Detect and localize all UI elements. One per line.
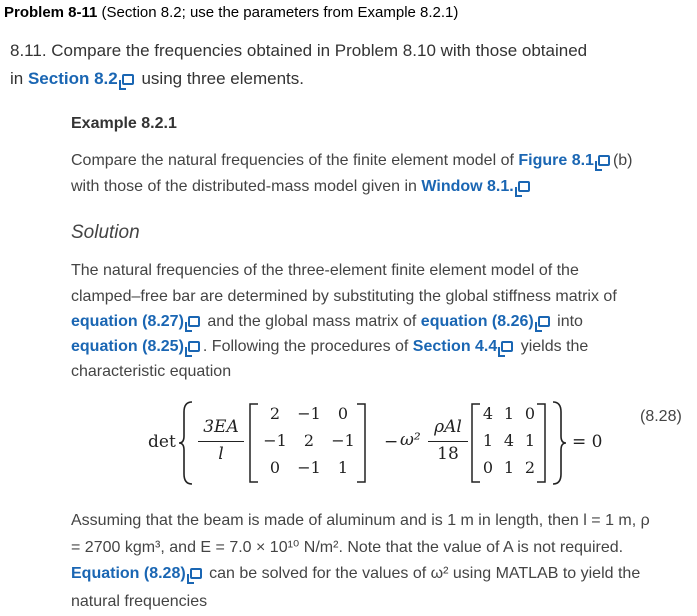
mass-matrix-cell: 1 [503, 404, 515, 423]
external-link-icon[interactable] [122, 74, 134, 85]
external-link-icon[interactable] [188, 341, 200, 352]
window-8-1-link[interactable]: Window 8.1. [421, 178, 514, 195]
stiffness-matrix-cell: −1 [331, 431, 355, 450]
omega-squared: ω² [400, 430, 421, 450]
stiffness-matrix-cell: 2 [269, 404, 281, 423]
stiffness-matrix-cell: 0 [269, 458, 281, 477]
mass-matrix-cell: 1 [482, 431, 494, 450]
solution-line-3: equation (8.27) and the global mass matrix of equation (8.26) into [71, 313, 583, 330]
stiffness-matrix-cell: 1 [337, 458, 349, 477]
left-brace [177, 400, 195, 486]
external-link-icon[interactable] [538, 316, 550, 327]
equation-8-25-link[interactable]: equation (8.25) [71, 338, 184, 355]
problem-header [4, 4, 458, 21]
solution-line-4: equation (8.25) . Following the procedures of Section 4.4 yields the [71, 338, 589, 355]
equation-8-28-link[interactable]: Equation (8.28) [71, 565, 186, 582]
external-link-icon[interactable] [598, 155, 610, 166]
problem-description: (Section 8.2; use the parameters from Example 8.2.1) [97, 4, 459, 21]
mass-matrix-cell: 0 [524, 404, 536, 423]
after-line-2: = 2700 kgm³, and E = 7.0 × 10¹⁰ N/m². Note that the value of A is not required. [71, 539, 624, 556]
mass-matrix-cell: 4 [482, 404, 494, 423]
mass-factor-denominator: 18 [437, 444, 459, 464]
stiffness-factor-denominator: l [218, 444, 224, 464]
fraction-bar [198, 441, 244, 442]
fraction-bar [428, 441, 468, 442]
det-operator: det [148, 432, 176, 452]
mass-matrix-cell: 1 [524, 431, 536, 450]
solution-line-1: The natural frequencies of the three-element finite element model of the [71, 262, 579, 279]
after-line-3: Equation (8.28) can be solved for the values of ω² using MATLAB to yield the [71, 565, 641, 582]
mass-factor-numerator: ρAl [434, 417, 462, 437]
problem-number: Problem 8-11 [4, 4, 98, 21]
example-title: Example 8.2.1 [71, 115, 177, 132]
stiffness-matrix-cell: −1 [297, 404, 321, 423]
solution-heading: Solution [71, 222, 140, 243]
solution-line-2: clamped–free bar are determined by substituting the global stiffness matrix of [71, 288, 617, 305]
external-link-icon[interactable] [190, 568, 202, 579]
question-line-2: in Section 8.2 using three elements. [10, 69, 304, 88]
section-8-2-link[interactable]: Section 8.2 [27, 69, 118, 88]
stiffness-matrix-cell: −1 [263, 431, 287, 450]
figure-8-1-link[interactable]: Figure 8.1 [518, 152, 594, 169]
stiffness-matrix-cell: 0 [337, 404, 349, 423]
example-line-1: Compare the natural frequencies of the finite element model of Figure 8.1 (b) [71, 152, 633, 169]
equation-8-26-link[interactable]: equation (8.26) [420, 313, 534, 330]
stiffness-matrix-cell: −1 [297, 458, 321, 477]
after-line-1: Assuming that the beam is made of aluminum and is 1 m in length, then l = 1 m, ρ [71, 512, 650, 529]
mass-matrix-cell: 4 [503, 431, 515, 450]
equals-zero: = 0 [572, 432, 603, 452]
external-link-icon[interactable] [501, 341, 513, 352]
example-line-2: with those of the distributed-mass model given in Window 8.1. [71, 178, 533, 196]
external-link-icon[interactable] [518, 181, 530, 192]
stiffness-factor-numerator: 3EA [203, 417, 239, 437]
stiffness-matrix-cell: 2 [303, 431, 315, 450]
equation-number: (8.28) [640, 408, 682, 425]
solution-line-5: characteristic equation [71, 363, 232, 380]
question-line-1: 8.11. Compare the frequencies obtained in Problem 8.10 with those obtained [10, 41, 588, 60]
mass-matrix-cell: 0 [482, 458, 494, 477]
section-4-4-link[interactable]: Section 4.4 [412, 338, 498, 355]
after-line-4: natural frequencies [71, 593, 208, 610]
mass-matrix-cell: 2 [524, 458, 536, 477]
external-link-icon[interactable] [188, 316, 200, 327]
mass-matrix-cell: 1 [503, 458, 515, 477]
right-brace [550, 400, 568, 486]
minus-sign: − [384, 432, 399, 452]
equation-8-27-link[interactable]: equation (8.27) [71, 313, 184, 330]
